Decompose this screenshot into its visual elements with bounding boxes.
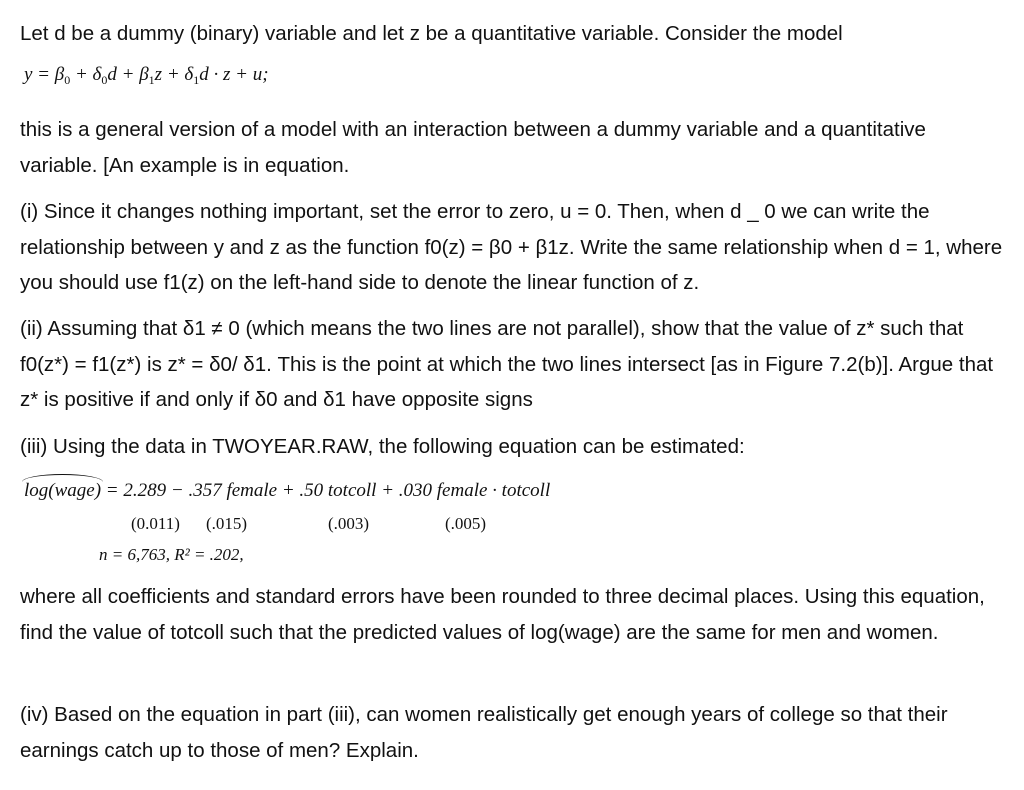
regression-stats: n = 6,763, R² = .202, xyxy=(99,545,244,564)
log-wage-hat: log(wage) xyxy=(24,480,102,501)
se-female: (.015) xyxy=(206,514,248,533)
general-version-text: this is a general version of a model with an interaction between a dummy variable and a quantitative variable. [An example is in equation. xyxy=(20,118,926,177)
se-totcoll: (.003) xyxy=(328,514,370,533)
where-text: where all coefficients and standard errors have been rounded to three decimal places. Using this equation, find the value of totcoll such that the predicted values of log(wage) are the same for men and women. xyxy=(20,585,985,644)
part-iii-text: (iii) Using the data in TWOYEAR.RAW, the following equation can be estimated: xyxy=(20,435,745,458)
model-equation: $y = \beta_0 + \delta_0d + \beta_1z + \delta_1d \cdot z + u$; xyxy=(24,64,269,87)
intro-text: Let d be a dummy (binary) variable and let z be a quantitative variable. Consider the model xyxy=(20,22,843,45)
estimated-equation xyxy=(24,480,550,502)
part-iv-text: (iv) Based on the equation in part (iii), can women realistically get enough years of college so that their earnings catch up to those of men? Explain. xyxy=(20,703,948,762)
estimated-rhs: = 2.289 − .357 female + .50 totcoll + .030 female · totcoll xyxy=(105,480,551,501)
se-interaction: (.005) xyxy=(445,514,487,533)
part-ii-text: (ii) Assuming that δ1 ≠ 0 (which means the two lines are not parallel), show that the value of z* such that f0(z*) = f1(z*) is z* = δ0/ δ1. This is the point at which the two lines intersect [as in Figure 7.2(b)]. Argue that z* is positive if and only if δ0 and δ1 have opposite signs xyxy=(20,317,994,411)
part-i-text: (i) Since it changes nothing important, set the error to zero, u = 0. Then, when d _ 0 we can write the relationship between y and z as the function f0(z) = β0 + β1z. Write the same relationship when d = 1, where you should use f1(z) on the left-hand side to denote the linear function of z. xyxy=(20,200,1003,294)
se-intercept: (0.011) xyxy=(131,514,180,533)
